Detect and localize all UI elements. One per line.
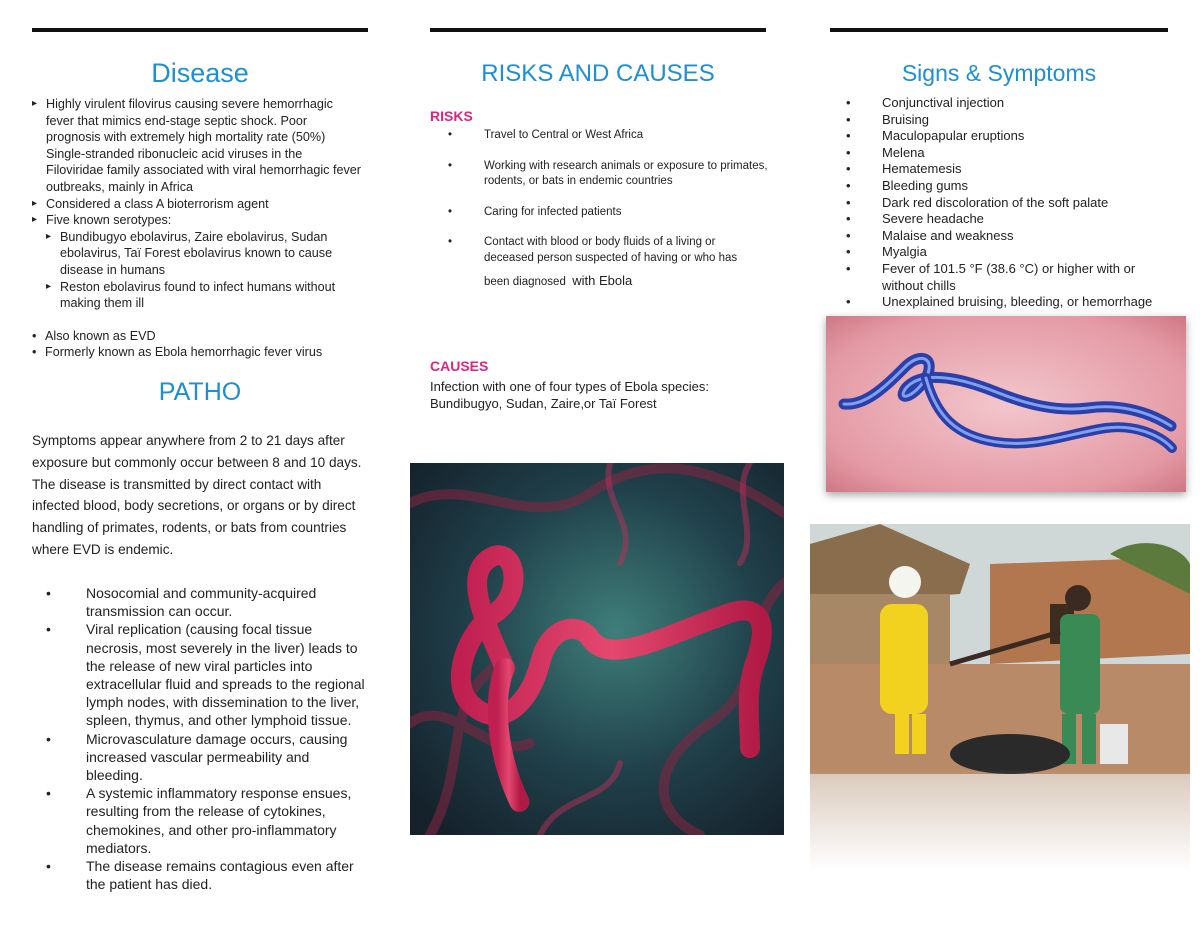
- ebola-micrograph-icon: [826, 316, 1186, 492]
- bullet-icon: •: [846, 177, 851, 193]
- list-item-text: Nosocomial and community-acquired transmission can occur.: [86, 585, 317, 620]
- list-item-text: Microvasculature damage occurs, causing increased vascular permeability and bleeding.: [86, 730, 348, 784]
- list-item: [32, 212, 362, 312]
- signs-symptoms-title: Signs & Symptoms: [901, 60, 1097, 86]
- bullet-icon: •: [448, 129, 453, 141]
- list-item: [846, 112, 1166, 129]
- bullet-icon: •: [846, 128, 851, 144]
- causes-heading: CAUSES: [430, 358, 489, 374]
- list-item: ▸ Considered a class A bioterrorism agent: [32, 196, 362, 213]
- bullet-icon: •: [448, 159, 453, 172]
- bullet-icon: •: [46, 585, 51, 601]
- causes-text: Infection with one of four types of Ebola species: Bundibugyo, Sudan, Zaire,or Taï Forest: [430, 379, 709, 411]
- bullet-icon: •: [46, 730, 51, 747]
- virus-illustration-icon: [410, 463, 784, 835]
- list-item: [846, 294, 1166, 311]
- risks-causes-title: RISKS AND CAUSES: [481, 60, 715, 87]
- disease-title: Disease: [151, 58, 249, 88]
- serotype-list: [46, 229, 362, 312]
- list-item: [46, 584, 368, 620]
- virus-3d-image: [410, 463, 784, 835]
- list-item: [846, 178, 1166, 195]
- bullet-icon: •: [846, 211, 851, 227]
- list-item: [448, 235, 768, 290]
- list-item: ▸ Reston ebolavirus found to infect humans without making them ill: [46, 279, 362, 312]
- bullet-icon: •: [846, 95, 851, 110]
- risk-tail-text-2: with Ebola: [572, 272, 633, 288]
- list-item: [46, 857, 368, 893]
- bullet-icon: •: [846, 294, 851, 310]
- list-item-text: Caring for infected patients: [484, 205, 622, 218]
- bullet-icon: •: [448, 236, 453, 249]
- list-item-text: Malaise and weakness: [882, 227, 1014, 243]
- list-item: [846, 211, 1166, 228]
- list-item-text: Conjunctival injection: [882, 95, 1005, 110]
- patho-title: PATHO: [158, 378, 242, 406]
- list-item: [846, 244, 1166, 261]
- list-item: [846, 261, 1166, 294]
- patho-list: [46, 584, 368, 893]
- list-item-text: Melena: [882, 144, 925, 160]
- risks-list: [448, 128, 768, 290]
- list-item-text: Hematemesis: [882, 161, 962, 177]
- column-rule-3: [830, 28, 1168, 32]
- list-item-text: Maculopapular eruptions: [882, 128, 1025, 144]
- bullet-icon: •: [448, 205, 453, 218]
- aka-list: [32, 328, 362, 361]
- list-item: [846, 161, 1166, 178]
- list-item: [846, 228, 1166, 245]
- micrograph-image: [826, 316, 1186, 492]
- bullet-icon: •: [846, 111, 851, 127]
- list-item-text: Working with research animals or exposure to primates, rodents, or bats in endemic countries: [484, 159, 768, 188]
- column-rule-1: [32, 28, 368, 32]
- field-worker-photo: [810, 524, 1190, 870]
- bullet-icon: •: [846, 227, 851, 243]
- column-rule-2: [430, 28, 766, 32]
- list-item: ▸ Bundibugyo ebolavirus, Zaire ebolavirus, Sudan ebolavirus, Taï Forest ebolavirus known to cause disease in humans: [46, 229, 362, 279]
- symptoms-list: [846, 95, 1166, 311]
- list-item-text: A systemic inflammatory response ensues, resulting from the release of cytokines, chemokines, and other pro-inflammatory mediators.: [86, 785, 352, 856]
- list-item-text: Bruising: [882, 111, 929, 127]
- disease-section: [32, 96, 362, 361]
- serotypes-label: Five known serotypes:: [46, 213, 172, 228]
- list-item: [846, 95, 1166, 112]
- list-item-text: Bleeding gums: [882, 177, 968, 193]
- list-item: [846, 128, 1166, 145]
- bullet-icon: •: [846, 194, 851, 210]
- list-item: ▸ Highly virulent filovirus causing severe hemorrhagic fever that mimics end-stage septic shock. Poor prognosis with extremely high mortality rate (50%) Single-stranded ribonucleic acid viruses in the Filoviridae family associated with viral hemorrhagic fever outbreaks, mainly in Africa: [32, 96, 362, 196]
- decontamination-scene-icon: [810, 524, 1190, 870]
- bullet-icon: •: [846, 260, 851, 276]
- list-item: [448, 159, 768, 190]
- list-item-text: Contact with blood or body fluids of a living or deceased person suspected of having or who has: [484, 236, 738, 264]
- patho-paragraph: Symptoms appear anywhere from 2 to 21 days after exposure but commonly occur between 8 and 10 days. The disease is transmitted by direct contact with infected blood, body secretions, or organs or by direct handling of primates, rodents, or bats from countries where EVD is endemic.: [32, 433, 362, 557]
- list-item: [846, 145, 1166, 162]
- risk-tail-text: been diagnosed: [484, 275, 566, 288]
- list-item-text: Unexplained bruising, bleeding, or hemorrhage: [882, 294, 1153, 310]
- list-item: [46, 620, 368, 729]
- list-item-text: Myalgia: [882, 244, 927, 260]
- risks-heading: RISKS: [430, 108, 473, 124]
- list-item: [46, 784, 368, 857]
- bullet-icon: •: [46, 785, 51, 802]
- list-item-text: The disease remains contagious even after the patient has died.: [86, 858, 354, 893]
- list-item-text: Travel to Central or West Africa: [484, 129, 644, 141]
- bullet-icon: •: [46, 621, 51, 638]
- list-item-text: Dark red discoloration of the soft palate: [882, 194, 1109, 210]
- disease-list: [32, 96, 362, 312]
- list-item: [846, 195, 1166, 212]
- bullet-icon: •: [46, 858, 51, 875]
- bullet-icon: •: [846, 244, 851, 260]
- list-item-text: Severe headache: [882, 211, 984, 227]
- bullet-icon: •: [846, 144, 851, 160]
- list-item-text: Fever of 101.5 °F (38.6 °C) or higher with or without chills: [882, 260, 1136, 293]
- list-item: • Also known as EVD: [32, 328, 362, 345]
- list-item: • Formerly known as Ebola hemorrhagic fever virus: [32, 344, 362, 361]
- list-item: [448, 205, 768, 221]
- list-item-text: Viral replication (causing focal tissue necrosis, most severely in the liver) leads to the release of new viral particles into extracellular fluid and spreads to the regional lymph nodes, with dissemination to the liver, spleen, thymus, and other lymphoid tissue.: [86, 621, 365, 729]
- bullet-icon: •: [846, 161, 851, 177]
- list-item: [448, 128, 768, 144]
- list-item: [46, 730, 368, 785]
